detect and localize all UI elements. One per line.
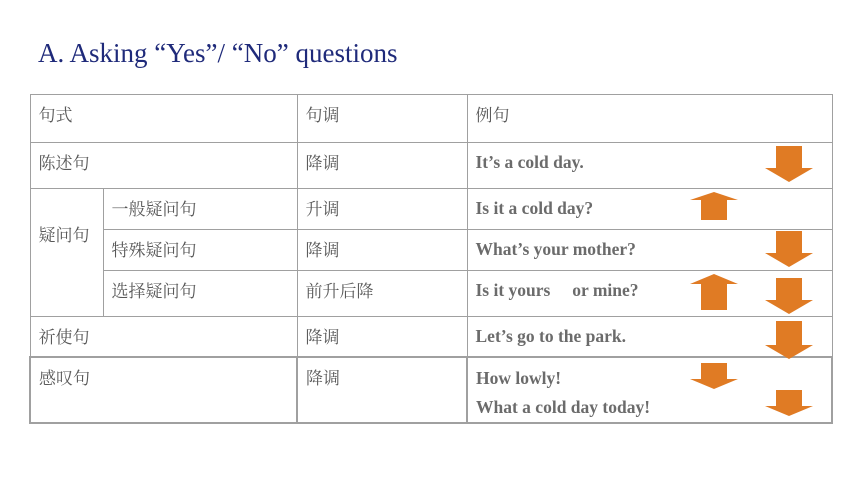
example-text: Let’s go to the park. xyxy=(475,326,627,346)
down-arrow-icon xyxy=(765,146,813,182)
cell-intonation-exclamatory: 降调 xyxy=(297,357,467,423)
cell-type-declarative: 陈述句 xyxy=(30,143,297,189)
cell-type-exclamatory: 感叹句 xyxy=(30,357,297,423)
header-type: 句式 xyxy=(30,95,297,143)
cell-intonation-general: 升调 xyxy=(297,189,467,230)
cell-type-general: 一般疑问句 xyxy=(103,189,297,230)
cell-intonation-alternative: 前升后降 xyxy=(297,271,467,317)
down-arrow-icon xyxy=(690,363,738,389)
down-arrow-icon xyxy=(765,321,813,359)
cell-intonation-imperative: 降调 xyxy=(297,317,467,357)
cell-example-exclamatory xyxy=(467,357,832,423)
up-arrow-icon xyxy=(690,192,738,220)
cell-intonation-declarative: 降调 xyxy=(297,143,467,189)
cell-example-declarative xyxy=(467,143,832,189)
header-example: 例句 xyxy=(467,95,832,143)
example-text: Is it yours or mine? xyxy=(475,280,639,300)
cell-example-general xyxy=(467,189,832,230)
down-arrow-icon xyxy=(765,231,813,267)
cell-example-special xyxy=(467,230,832,271)
example-text: What’s your mother? xyxy=(475,239,636,259)
cell-type-special: 特殊疑问句 xyxy=(103,230,297,271)
example-text: It’s a cold day. xyxy=(475,152,584,172)
example-text-2: What a cold day today! xyxy=(476,396,651,417)
cell-intonation-special: 降调 xyxy=(297,230,467,271)
down-arrow-icon xyxy=(765,278,813,314)
cell-example-alternative xyxy=(467,271,832,317)
cell-type-interrogative: 疑问句 xyxy=(30,189,103,317)
page-title: A. Asking “Yes”/ “No” questions xyxy=(38,38,398,68)
cell-example-imperative xyxy=(467,317,832,357)
example-text: Is it a cold day? xyxy=(475,198,594,218)
cell-type-imperative: 祈使句 xyxy=(30,317,297,357)
example-text-1: How lowly! xyxy=(476,367,562,388)
up-arrow-icon xyxy=(690,274,738,310)
sentence-intonation-table xyxy=(29,94,833,424)
header-intonation: 句调 xyxy=(297,95,467,143)
down-arrow-icon xyxy=(765,390,813,416)
cell-type-alternative: 选择疑问句 xyxy=(103,271,297,317)
